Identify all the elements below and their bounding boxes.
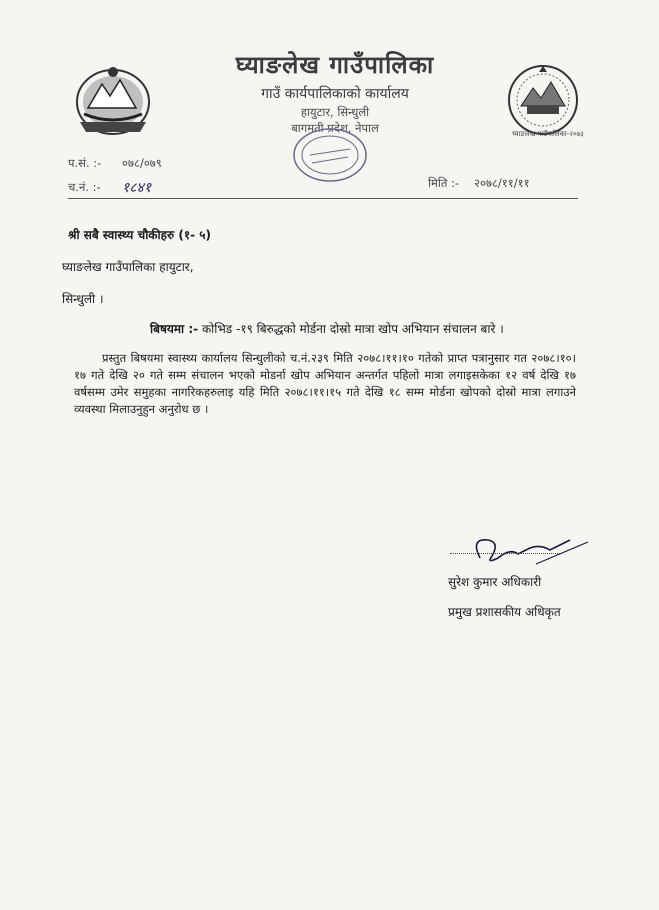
addressee-line-1: श्री सबै स्वास्थ्य चौकीहरु (१- ५): [68, 228, 211, 242]
ps-label: प.सं. :-: [68, 156, 102, 170]
subject-line: [150, 320, 504, 337]
organization-title: घ्याङलेख गाउँपालिका: [235, 51, 435, 79]
office-name: गाउँ कार्यपालिकाको कार्यालय: [261, 86, 409, 102]
header-divider: [68, 198, 578, 199]
addressee-line-3: सिन्धुली ।: [62, 292, 104, 306]
ps-value: ०७८/०७९: [122, 156, 162, 170]
date-value: २०७८/११/११: [474, 176, 530, 190]
addressee-line-2: घ्याङलेख गाउँपालिका हायुटार,: [62, 260, 194, 274]
signatory-name: सुरेश कुमार अधिकारी: [448, 575, 542, 589]
signatory-title: प्रमुख प्रशासकीय अधिकृत: [448, 605, 561, 619]
signature-line: [450, 552, 560, 554]
letterhead: [160, 48, 510, 136]
address-line-2: बागमती प्रदेश, नेपाल: [291, 121, 379, 135]
nepal-emblem-icon: [70, 62, 156, 138]
address-line-1: हायुटार, सिन्धुली: [300, 105, 370, 119]
municipality-logo-icon: [505, 62, 581, 138]
subject-label: बिषयमा :-: [150, 322, 199, 336]
letter-body: प्रस्तुत बिषयमा स्वास्थ्य कार्यालय सिन्धुलीको च.नं.२३९ मिति २०७८।११।१० गतेको प्राप्त पत्रानुसार गत २०७८।१०।१७ गते देखि २० गते सम्म संचालन भएको मोडर्ना खोप अभियान अन्तर्गत पहिलो मात्रा लगाइसकेका १२ वर्ष देखि १७ वर्षसम्म उमेर समुहका नागरिकहरुलाइ यहि मिति २०७८।११।१५ गते देखि १८ सम्म मोर्डना खोपको दोस्रो मात्रा लगाउने व्यवस्था मिलाउनुहुन अनुरोध छ ।: [74, 351, 576, 416]
cn-label: च.नं. :-: [68, 180, 101, 194]
subject-text: कोभिड -१९ बिरुद्धको मोर्डना दोस्रो मात्रा खोप अभियान संचालन बारे ।: [201, 322, 504, 336]
date-label: मिति :-: [428, 176, 460, 190]
official-stamp-icon: [290, 125, 370, 185]
logo-caption: घ्याङलेख गाउँपालिका-२०७३: [512, 130, 584, 138]
cn-value: १८४१: [122, 180, 152, 196]
